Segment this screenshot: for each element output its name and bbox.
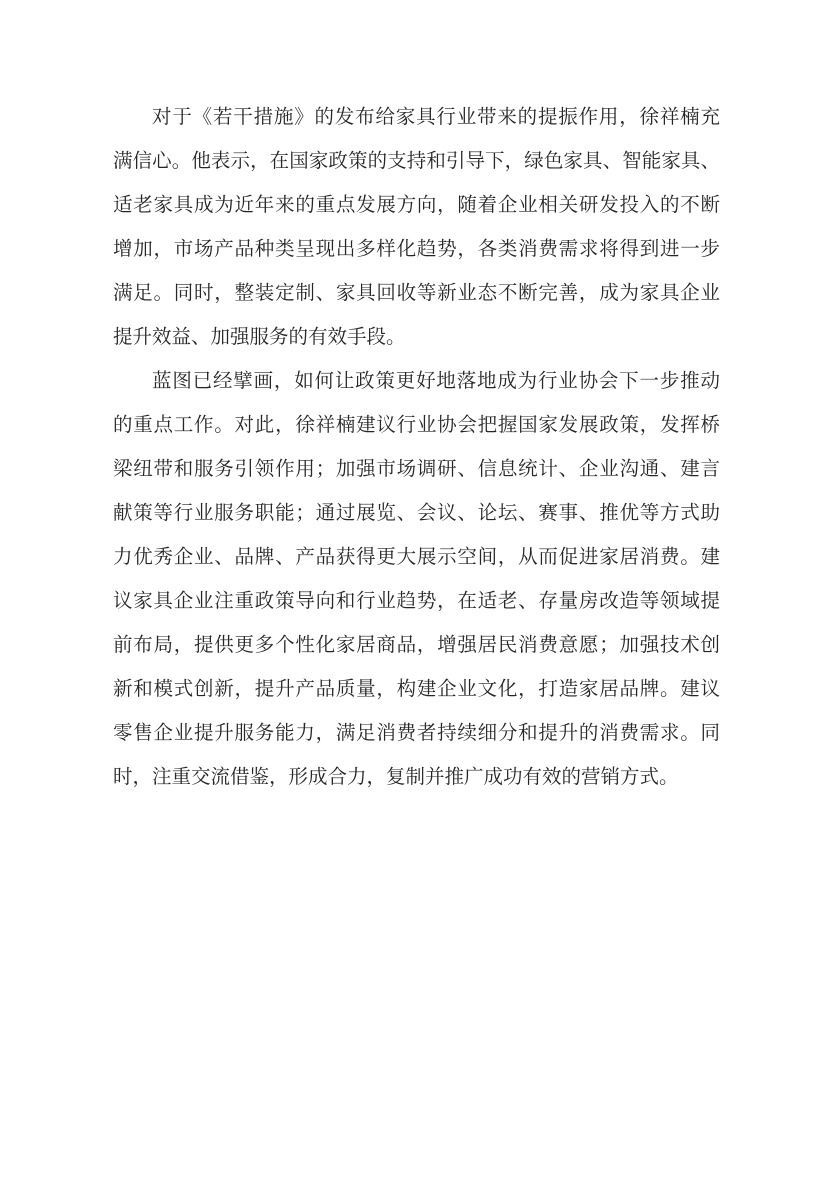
text-line: 提升效益、加强服务的有效手段。 (113, 327, 406, 348)
text-line: 献策等行业服务职能；通过展览、会议、论坛、赛事、推优等方式助 (113, 503, 720, 524)
text-line: 前布局，提供更多个性化家居商品，增强居民消费意愿；加强技术创 (113, 635, 720, 656)
paragraph-2 (113, 360, 720, 800)
text-line: 议家具企业注重政策导向和行业趋势，在适老、存量房改造等领域提 (113, 591, 720, 612)
text-line: 满足。同时，整装定制、家具回收等新业态不断完善，成为家具企业 (113, 283, 720, 304)
text-line: 蓝图已经擘画，如何让政策更好地落地成为行业协会下一步推动 (152, 371, 720, 392)
text-line: 零售企业提升服务能力，满足消费者持续细分和提升的消费需求。同 (113, 723, 720, 744)
text-line: 适老家具成为近年来的重点发展方向，随着企业相关研发投入的不断 (113, 195, 720, 216)
text-line: 增加，市场产品种类呈现出多样化趋势，各类消费需求将得到进一步 (113, 239, 720, 260)
text-line: 力优秀企业、品牌、产品获得更大展示空间，从而促进家居消费。建 (113, 547, 720, 568)
paragraph-1 (113, 96, 720, 360)
text-line: 对于《若干措施》的发布给家具行业带来的提振作用，徐祥楠充 (152, 107, 720, 128)
text-line: 梁纽带和服务引领作用；加强市场调研、信息统计、企业沟通、建言 (113, 459, 720, 480)
text-line: 满信心。他表示，在国家政策的支持和引导下，绿色家具、智能家具、 (113, 151, 720, 172)
text-line: 时，注重交流借鉴，形成合力，复制并推广成功有效的营销方式。 (113, 767, 679, 788)
text-line: 的重点工作。对此，徐祥楠建议行业协会把握国家发展政策，发挥桥 (113, 415, 720, 436)
text-line: 新和模式创新，提升产品质量，构建企业文化，打造家居品牌。建议 (113, 679, 720, 700)
